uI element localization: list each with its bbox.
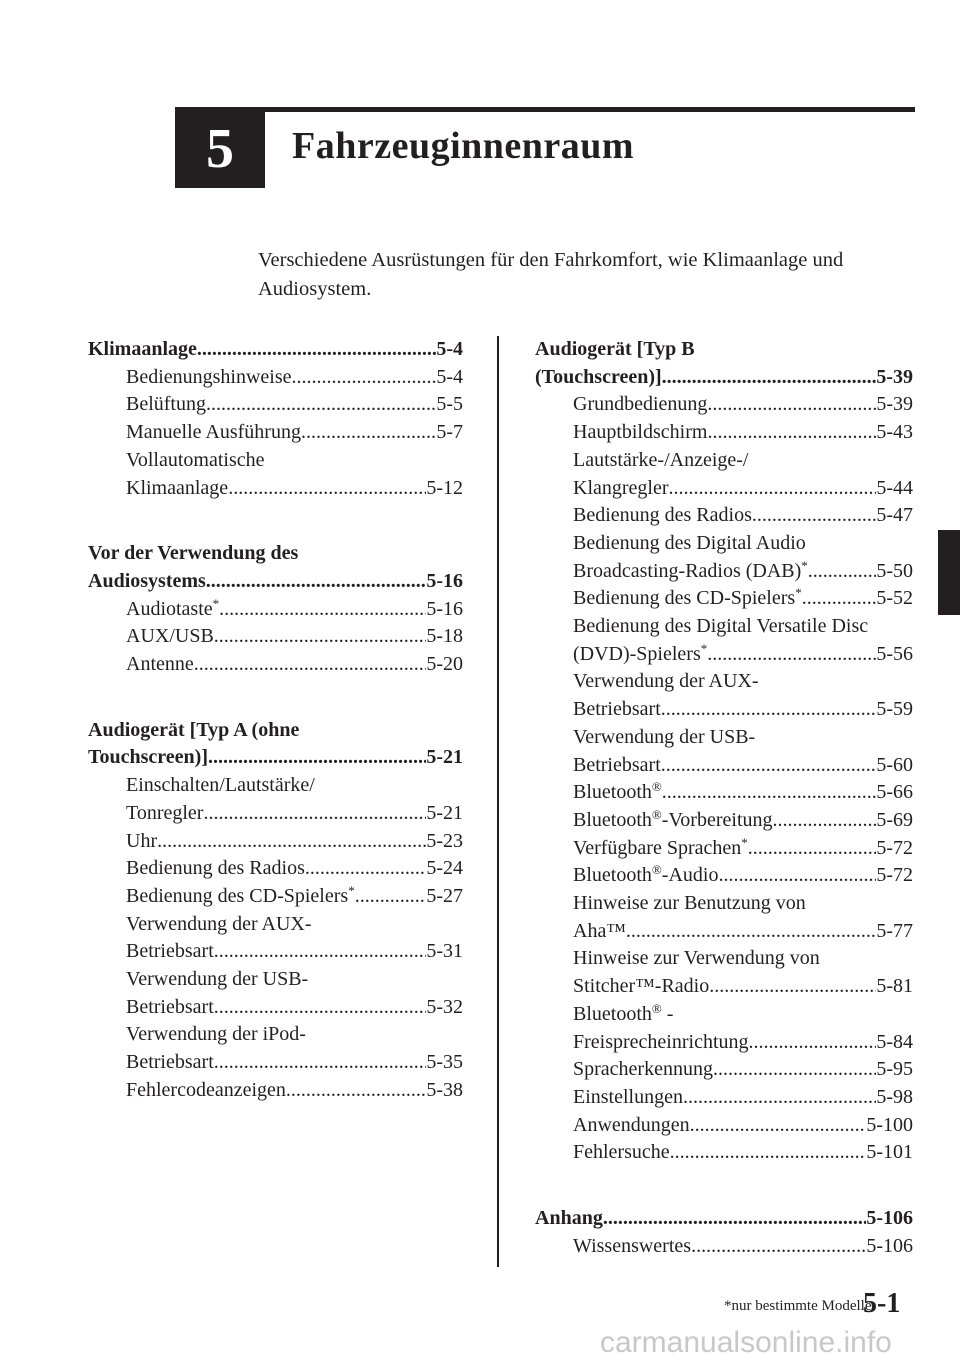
toc-page: 5-72 bbox=[876, 836, 913, 859]
toc-entry-label: Betriebsart bbox=[573, 753, 661, 776]
toc-entry-label: Spracherkennung bbox=[573, 1058, 713, 1081]
toc-entry-label: AUX/USB bbox=[126, 625, 214, 648]
registered-mark: ® bbox=[651, 779, 662, 795]
toc-entry-label: Betriebsart bbox=[126, 995, 214, 1018]
toc-entry[interactable] bbox=[88, 1021, 463, 1076]
toc-entry-label: Betriebsart bbox=[573, 698, 661, 721]
toc-page: 5-39 bbox=[876, 365, 913, 388]
toc-entry-label: Bedienungshinweise bbox=[126, 365, 292, 388]
toc-entry[interactable] bbox=[88, 1077, 463, 1105]
toc-entry[interactable] bbox=[88, 651, 463, 679]
toc-heading-line1: Vor der Verwendung des bbox=[88, 542, 299, 565]
toc-page: 5-32 bbox=[426, 995, 463, 1018]
toc-entry-label: Belüftung bbox=[126, 393, 206, 416]
toc-heading-line1: Audiogerät [Typ A (ohne bbox=[88, 718, 300, 741]
toc-entry-line1: Vollautomatische bbox=[126, 448, 265, 471]
toc-entry-label: Bedienung des Radios bbox=[126, 857, 305, 880]
chapter-header-rule bbox=[175, 107, 915, 112]
toc-entry[interactable] bbox=[535, 807, 913, 835]
toc-page: 5-16 bbox=[426, 569, 463, 592]
toc-entry-label: Verfügbare Sprachen* bbox=[573, 834, 748, 859]
footnote: *nur bestimmte Modelle bbox=[724, 1298, 872, 1314]
toc-entry-label: Stitcher™-Radio bbox=[573, 975, 710, 998]
toc-left-column bbox=[88, 336, 463, 1143]
toc-page: 5-12 bbox=[426, 476, 463, 499]
toc-entry-label: Bluetooth® bbox=[573, 779, 662, 804]
toc-entry-line1: Verwendung der iPod- bbox=[126, 1023, 306, 1046]
toc-entry[interactable] bbox=[88, 911, 463, 966]
chapter-side-tab bbox=[938, 530, 960, 615]
toc-page: 5-20 bbox=[426, 653, 463, 676]
toc-entry-line1: Hinweise zur Verwendung von bbox=[573, 947, 820, 970]
chapter-title: Fahrzeuginnenraum bbox=[292, 125, 635, 167]
toc-entry-label: Fehlersuche bbox=[573, 1141, 670, 1164]
toc-entry-line1: Verwendung der AUX- bbox=[126, 912, 312, 935]
toc-section-audio-typ-b bbox=[535, 336, 913, 1167]
asterisk-mark: * bbox=[700, 640, 708, 656]
toc-entry-label: Fehlercodeanzeigen bbox=[126, 1078, 286, 1101]
toc-heading-label: Anhang bbox=[535, 1207, 603, 1230]
watermark: carmanualsonline.info bbox=[600, 1326, 892, 1359]
toc-page: 5-21 bbox=[426, 746, 463, 769]
toc-page: 5-38 bbox=[426, 1078, 463, 1101]
toc-page: 5-77 bbox=[876, 919, 913, 942]
toc-page: 5-43 bbox=[876, 421, 913, 444]
asterisk-mark: * bbox=[212, 595, 220, 611]
asterisk-mark: * bbox=[801, 557, 808, 573]
toc-heading[interactable] bbox=[535, 1205, 913, 1233]
toc-entry-line1: Verwendung der USB- bbox=[126, 968, 309, 991]
registered-mark: ® bbox=[651, 1000, 662, 1016]
toc-page: 5-101 bbox=[866, 1141, 913, 1164]
toc-entry[interactable] bbox=[535, 945, 913, 1000]
toc-page: 5-18 bbox=[426, 625, 463, 648]
toc-entry-label: Bluetooth®-Audio bbox=[573, 862, 719, 887]
toc-entry[interactable] bbox=[535, 391, 913, 419]
toc-entry[interactable] bbox=[88, 391, 463, 419]
asterisk-mark: * bbox=[348, 882, 355, 898]
toc-heading-label: Klimaanlage bbox=[88, 338, 197, 360]
toc-heading-label: (Touchscreen)] bbox=[535, 365, 662, 388]
toc-entry[interactable] bbox=[88, 419, 463, 447]
toc-entry[interactable] bbox=[535, 1139, 913, 1167]
toc-page: 5-72 bbox=[876, 864, 913, 887]
toc-page: 5-106 bbox=[866, 1234, 913, 1257]
toc-heading-label: Audiosystems bbox=[88, 569, 206, 592]
toc-entry-label: Broadcasting-Radios (DAB)* bbox=[573, 557, 808, 582]
toc-entry[interactable] bbox=[88, 772, 463, 827]
toc-entry-label: Bedienung des CD-Spielers* bbox=[126, 882, 355, 907]
toc-entry-line1: Hinweise zur Benutzung von bbox=[573, 892, 806, 915]
toc-entry[interactable] bbox=[535, 779, 913, 807]
toc-entry-label: Anwendungen bbox=[573, 1113, 690, 1136]
toc-entry[interactable] bbox=[535, 585, 913, 613]
column-divider bbox=[497, 336, 499, 1267]
toc-entry[interactable] bbox=[535, 1084, 913, 1112]
toc-heading[interactable] bbox=[88, 336, 463, 364]
asterisk-mark: * bbox=[795, 585, 802, 601]
toc-page: 5-5 bbox=[436, 393, 463, 416]
toc-entry[interactable] bbox=[535, 419, 913, 447]
toc-entry[interactable] bbox=[535, 1056, 913, 1084]
toc-page: 5-100 bbox=[866, 1113, 913, 1136]
toc-entry-line1: Bedienung des Digital Versatile Disc bbox=[573, 615, 869, 638]
toc-entry-label: Audiotaste* bbox=[126, 595, 220, 620]
toc-entry-line1: Einschalten/Lautstärke/ bbox=[126, 774, 315, 797]
toc-entry[interactable] bbox=[88, 855, 463, 883]
toc-entry-label: Manuelle Ausführung bbox=[126, 421, 301, 444]
toc-page: 5-106 bbox=[866, 1207, 913, 1230]
toc-entry[interactable] bbox=[88, 596, 463, 624]
registered-mark: ® bbox=[651, 862, 662, 878]
toc-entry-line1: Lautstärke-/Anzeige-/ bbox=[573, 448, 749, 471]
toc-entry[interactable] bbox=[535, 1001, 913, 1056]
toc-entry-label: Einstellungen bbox=[573, 1085, 683, 1108]
toc-entry-label: Klimaanlage bbox=[126, 476, 229, 499]
toc-page: 5-52 bbox=[876, 587, 913, 610]
toc-entry-label: Bluetooth®-Vorbereitung bbox=[573, 806, 773, 831]
toc-section-audio-typ-a bbox=[88, 717, 463, 1105]
toc-heading[interactable] bbox=[88, 717, 463, 772]
toc-entry-label: (DVD)-Spielers* bbox=[573, 640, 708, 665]
toc-page: 5-35 bbox=[426, 1051, 463, 1074]
toc-entry[interactable] bbox=[88, 828, 463, 856]
toc-entry[interactable] bbox=[535, 613, 913, 668]
toc-entry[interactable] bbox=[88, 883, 463, 911]
toc-right-column bbox=[535, 336, 913, 1299]
toc-section-anhang bbox=[535, 1205, 913, 1260]
toc-page: 5-39 bbox=[876, 393, 913, 416]
toc-entry[interactable] bbox=[535, 530, 913, 585]
toc-entry-line1: Bluetooth® - bbox=[573, 1000, 674, 1025]
toc-page: 5-24 bbox=[426, 857, 463, 880]
toc-entry[interactable] bbox=[535, 890, 913, 945]
toc-entry-label: Wissenswertes bbox=[573, 1234, 692, 1257]
toc-entry-label: Betriebsart bbox=[126, 940, 214, 963]
toc-section-klimaanlage bbox=[88, 336, 463, 502]
toc-page: 5-95 bbox=[876, 1058, 913, 1081]
toc-page: 5-31 bbox=[426, 940, 463, 963]
toc-entry[interactable] bbox=[535, 1233, 913, 1261]
toc-page: 5-50 bbox=[876, 559, 913, 582]
toc-page: 5-60 bbox=[876, 753, 913, 776]
chapter-number: 5 bbox=[206, 118, 234, 180]
toc-entry-line1: Verwendung der AUX- bbox=[573, 670, 759, 693]
toc-entry-label: Grundbedienung bbox=[573, 393, 708, 416]
toc-entry-label: Klangregler bbox=[573, 476, 669, 499]
toc-entry[interactable] bbox=[535, 502, 913, 530]
chapter-number-box bbox=[175, 110, 265, 188]
toc-entry[interactable] bbox=[535, 835, 913, 863]
toc-page: 5-47 bbox=[876, 504, 913, 527]
toc-heading[interactable] bbox=[88, 540, 463, 595]
toc-page: 5-4 bbox=[436, 338, 463, 360]
toc-heading-line1: Audiogerät [Typ B bbox=[535, 338, 695, 360]
toc-entry[interactable] bbox=[535, 724, 913, 779]
toc-page: 5-59 bbox=[876, 698, 913, 721]
toc-entry[interactable] bbox=[88, 623, 463, 651]
toc-page: 5-66 bbox=[876, 781, 913, 804]
toc-page: 5-84 bbox=[876, 1030, 913, 1053]
toc-entry[interactable] bbox=[535, 447, 913, 502]
page-number: 5-1 bbox=[863, 1288, 901, 1319]
toc-page: 5-44 bbox=[876, 476, 913, 499]
toc-section-audio-vorbereitung bbox=[88, 540, 463, 679]
toc-entry[interactable] bbox=[535, 862, 913, 890]
toc-entry[interactable] bbox=[88, 966, 463, 1021]
toc-entry-line1: Bedienung des Digital Audio bbox=[573, 531, 806, 554]
toc-page: 5-81 bbox=[876, 975, 913, 998]
toc-entry-label: Freisprecheinrichtung bbox=[573, 1030, 749, 1053]
toc-page: 5-21 bbox=[426, 801, 463, 824]
toc-heading-label: Touchscreen)] bbox=[88, 746, 208, 769]
toc-page: 5-56 bbox=[876, 642, 913, 665]
toc-entry[interactable] bbox=[88, 364, 463, 392]
toc-entry-label: Bedienung des CD-Spielers* bbox=[573, 585, 802, 610]
toc-page: 5-27 bbox=[426, 884, 463, 907]
toc-entry[interactable] bbox=[535, 1112, 913, 1140]
registered-mark: ® bbox=[651, 806, 662, 822]
toc-entry-line1: Verwendung der USB- bbox=[573, 725, 756, 748]
chapter-intro: Verschiedene Ausrüstungen für den Fahrkomfort, wie Klimaanlage und Audiosystem. bbox=[258, 249, 844, 300]
toc-page: 5-69 bbox=[876, 808, 913, 831]
toc-page: 5-7 bbox=[436, 421, 463, 444]
toc-page: 5-16 bbox=[426, 597, 463, 620]
toc-entry-label: Bedienung des Radios bbox=[573, 504, 752, 527]
toc-page: 5-4 bbox=[436, 365, 463, 388]
toc-entry-label: Tonregler bbox=[126, 801, 204, 824]
toc-heading[interactable] bbox=[535, 336, 913, 391]
toc-page: 5-98 bbox=[876, 1085, 913, 1108]
toc-page: 5-23 bbox=[426, 829, 463, 852]
asterisk-mark: * bbox=[741, 834, 748, 850]
toc-entry-label: Aha™ bbox=[573, 919, 626, 942]
toc-entry[interactable] bbox=[88, 447, 463, 502]
toc-entry-label: Hauptbildschirm bbox=[573, 421, 708, 444]
toc-entry-label: Uhr bbox=[126, 829, 158, 852]
toc-entry-label: Antenne bbox=[126, 653, 194, 676]
toc-entry-label: Betriebsart bbox=[126, 1051, 214, 1074]
toc-entry[interactable] bbox=[535, 668, 913, 723]
